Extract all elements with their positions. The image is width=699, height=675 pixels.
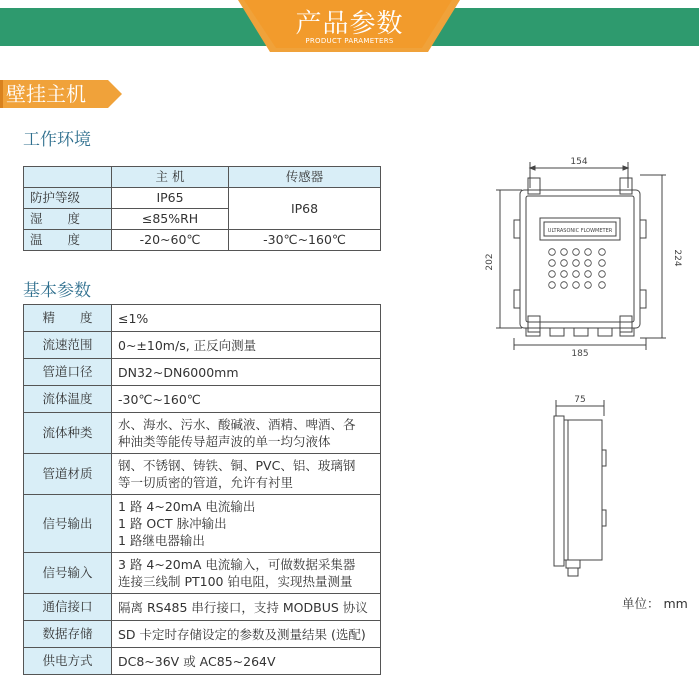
row-label: 信号输出 xyxy=(24,495,112,553)
row-value xyxy=(112,454,381,495)
row-label: 数据存储 xyxy=(24,621,112,648)
row-label: 精 度 xyxy=(24,305,112,332)
table-row xyxy=(24,594,381,621)
value-line: 1 路继电器输出 xyxy=(118,533,205,548)
row-value xyxy=(112,495,381,553)
row-label: 供电方式 xyxy=(24,648,112,675)
value-line: -30℃~160℃ xyxy=(118,391,201,407)
table-row xyxy=(24,359,381,386)
table-row xyxy=(24,495,381,553)
table-row xyxy=(24,305,381,332)
front-view-drawing xyxy=(470,150,695,360)
value-line: SD 卡定时存储设定的参数及测量结果 (选配) xyxy=(118,626,366,642)
row-label: 通信接口 xyxy=(24,594,112,621)
value-line: 0~±10m/s, 正反向测量 xyxy=(118,337,257,353)
banner-subtitle: PRODUCT PARAMETERS xyxy=(305,37,394,45)
value-line: 种油类等能传导超声波的单一均匀液体 xyxy=(118,434,331,449)
row-label: 湿 度 xyxy=(24,209,112,230)
host-value: -20~60℃ xyxy=(112,230,229,251)
row-label: 温 度 xyxy=(24,230,112,251)
table-row xyxy=(24,648,381,675)
row-label: 管道材质 xyxy=(24,454,112,495)
row-label: 流体温度 xyxy=(24,386,112,413)
environment-header-row xyxy=(24,167,381,188)
row-label: 信号输入 xyxy=(24,553,112,594)
header-cell: 传感器 xyxy=(229,167,381,188)
value-line: DC8~36V 或 AC85~264V xyxy=(118,653,276,669)
row-label: 防护等级 xyxy=(24,188,112,209)
table-row xyxy=(24,332,381,359)
basic-title: 基本参数 xyxy=(23,281,91,301)
row-value xyxy=(112,594,381,621)
table-row xyxy=(24,386,381,413)
value-line: 连接三线制 PT100 铂电阻，实现热量测量 xyxy=(118,574,353,589)
environment-table xyxy=(23,166,381,251)
dim-side-depth: 75 xyxy=(574,395,586,405)
row-value xyxy=(112,332,381,359)
table-row xyxy=(24,230,381,251)
side-view-drawing xyxy=(540,392,620,592)
dim-front-height: 202 xyxy=(485,253,495,271)
dim-total-height: 224 xyxy=(672,249,682,267)
value-line: 水、海水、污水、酸碱液、酒精、啤酒、各 xyxy=(118,417,356,432)
row-label: 流体种类 xyxy=(24,413,112,454)
panel-label: ULTRASONIC FLOWMETER xyxy=(547,228,613,234)
sensor-value: -30℃~160℃ xyxy=(229,230,381,251)
table-row xyxy=(24,621,381,648)
environment-title: 工作环境 xyxy=(23,130,91,150)
dim-base-width: 185 xyxy=(571,349,589,359)
row-value xyxy=(112,386,381,413)
row-label: 流速范围 xyxy=(24,332,112,359)
value-line: 钢、不锈钢、铸铁、铜、PVC、铝、玻璃钢 xyxy=(118,458,356,473)
banner-title: 产品参数 xyxy=(295,9,404,39)
value-line: 等一切质密的管道，允许有衬里 xyxy=(118,475,294,490)
value-line: 1 路 OCT 脉冲输出 xyxy=(118,516,227,531)
row-value xyxy=(112,553,381,594)
unit-label: 单位： mm xyxy=(622,596,688,611)
table-row xyxy=(24,413,381,454)
sensor-value: IP68 xyxy=(229,188,381,230)
value-line: 3 路 4~20mA 电流输入，可做数据采集器 xyxy=(118,557,356,572)
row-value xyxy=(112,413,381,454)
table-row xyxy=(24,454,381,495)
value-line: 隔离 RS485 串行接口，支持 MODBUS 协议 xyxy=(118,599,368,615)
header-cell xyxy=(24,167,112,188)
host-value: IP65 xyxy=(112,188,229,209)
value-line: 1 路 4~20mA 电流输出 xyxy=(118,499,256,514)
basic-table xyxy=(23,304,381,675)
value-line: DN32~DN6000mm xyxy=(118,364,239,380)
row-value xyxy=(112,621,381,648)
row-value xyxy=(112,305,381,332)
row-value xyxy=(112,648,381,675)
row-value xyxy=(112,359,381,386)
table-row xyxy=(24,188,381,209)
value-line: ≤1% xyxy=(118,310,149,326)
host-value: ≤85%RH xyxy=(112,209,229,230)
header-cell: 主 机 xyxy=(112,167,229,188)
dim-front-width: 154 xyxy=(570,157,588,167)
table-row xyxy=(24,553,381,594)
row-label: 管道口径 xyxy=(24,359,112,386)
section-label: 壁挂主机 xyxy=(6,82,86,106)
